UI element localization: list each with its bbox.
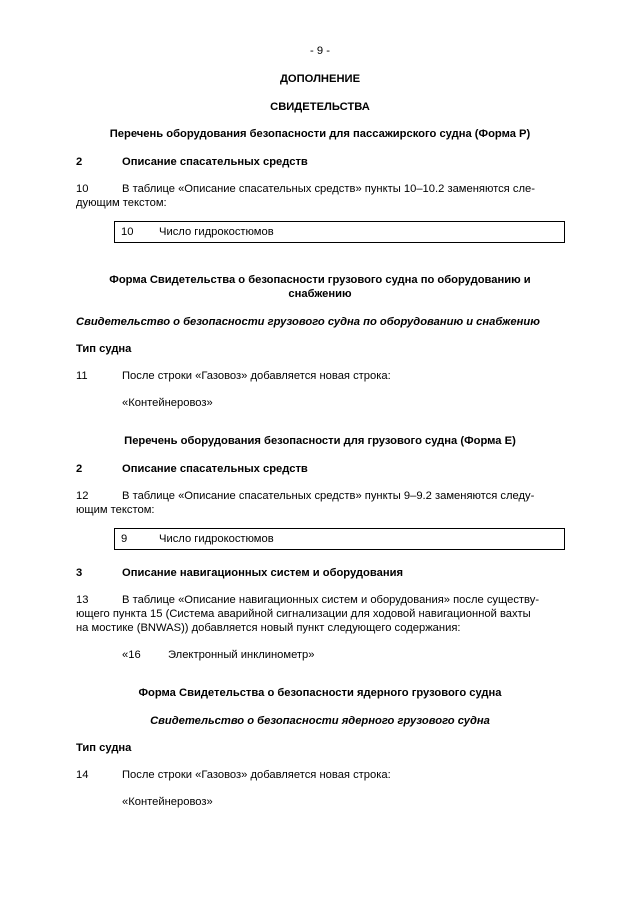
heading-addendum: ДОПОЛНЕНИЕ xyxy=(279,73,361,85)
heading-certificates: СВИДЕТЕЛЬСТВА xyxy=(270,101,370,113)
paragraph-line: ющего пункта 15 (Система аварийной сигнализации для ходовой навигационной вахты xyxy=(76,608,531,620)
page-number: - 9 - xyxy=(310,45,330,57)
section-title-cargo-equipment-cont: снабжению xyxy=(288,288,352,300)
paragraph-number: 10 xyxy=(76,183,89,195)
quoted-new-line: «Контейнеровоз» xyxy=(122,397,213,409)
paragraph-line: В таблице «Описание навигационных систем и оборудования» после существу- xyxy=(122,594,540,606)
ship-type-label: Тип судна xyxy=(76,343,132,355)
subsection-title: Описание навигационных систем и оборудования xyxy=(122,567,403,579)
section-title-form-p: Перечень оборудования безопасности для пассажирского судна (Форма P) xyxy=(109,128,531,140)
new-item-text: Электронный инклинометр» xyxy=(168,649,315,661)
paragraph-number: 13 xyxy=(76,594,89,606)
subsection-number: 2 xyxy=(76,156,83,168)
table-cell-text: Число гидрокостюмов xyxy=(159,533,274,545)
paragraph-line: В таблице «Описание спасательных средств» пункты 9–9.2 заменяются следу- xyxy=(122,490,535,502)
paragraph-line: После строки «Газовоз» добавляется новая строка: xyxy=(122,370,391,382)
certificate-subtitle: Свидетельство о безопасности грузового судна по оборудованию и снабжению xyxy=(76,316,540,328)
table-cell-number: 10 xyxy=(121,226,134,238)
section-title-nuclear-cargo: Форма Свидетельства о безопасности ядерного грузового судна xyxy=(138,687,502,699)
amendment-table-row xyxy=(114,528,565,550)
subsection-number: 3 xyxy=(76,567,83,579)
new-item-number: «16 xyxy=(122,649,141,661)
paragraph-number: 14 xyxy=(76,769,89,781)
subsection-title: Описание спасательных средств xyxy=(122,463,308,475)
subsection-title: Описание спасательных средств xyxy=(122,156,308,168)
paragraph-number: 12 xyxy=(76,490,89,502)
ship-type-label: Тип судна xyxy=(76,742,132,754)
paragraph-line: ющим текстом: xyxy=(76,504,155,516)
section-title-cargo-equipment: Форма Свидетельства о безопасности грузового судна по оборудованию и xyxy=(109,274,531,286)
subsection-number: 2 xyxy=(76,463,83,475)
section-title-form-e: Перечень оборудования безопасности для грузового судна (Форма E) xyxy=(124,435,516,447)
certificate-subtitle: Свидетельство о безопасности ядерного грузового судна xyxy=(150,715,490,727)
paragraph-line: на мостике (BNWAS)) добавляется новый пункт следующего содержания: xyxy=(76,622,461,634)
table-cell-text: Число гидрокостюмов xyxy=(159,226,274,238)
table-cell-number: 9 xyxy=(121,533,128,545)
amendment-table-row xyxy=(114,221,565,243)
paragraph-number: 11 xyxy=(76,370,88,382)
paragraph-line: В таблице «Описание спасательных средств» пункты 10–10.2 заменяются сле- xyxy=(122,183,535,195)
paragraph-line: дующим текстом: xyxy=(76,197,167,209)
paragraph-line: После строки «Газовоз» добавляется новая строка: xyxy=(122,769,391,781)
quoted-new-line: «Контейнеровоз» xyxy=(122,796,213,808)
